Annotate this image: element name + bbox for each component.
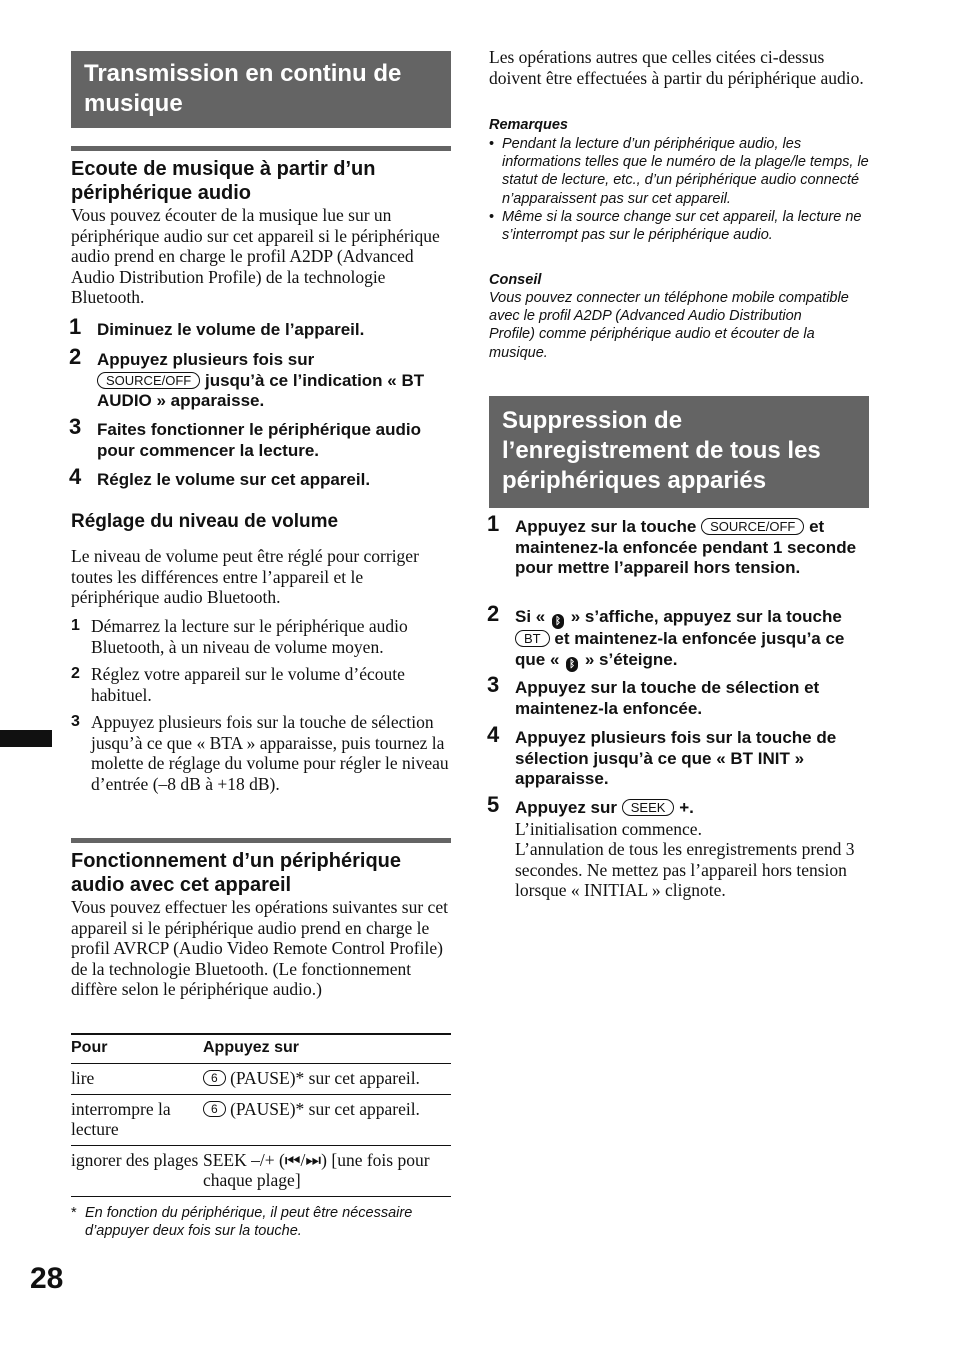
banner-line: Suppression de [502, 407, 683, 434]
heading-fonctionnement [71, 838, 451, 897]
remarques-list [489, 135, 869, 244]
step-4 [487, 722, 869, 790]
step-detail: L’initialisation commence. [515, 818, 702, 839]
seek-key: SEEK [622, 799, 675, 816]
step-detail: L’annulation de tous les enregistrements prend 3 secondes. Ne mettez pas l’appareil hors tension lorsque « INITIAL » clignote. [515, 839, 855, 900]
heading-line: Fonctionnement d’un périphérique [71, 850, 401, 872]
footnote-mark: * [71, 1205, 77, 1221]
step-number: 2 [487, 601, 500, 626]
step-text: Réglez le volume sur cet appareil. [97, 470, 371, 489]
side-tab-marker [0, 730, 52, 747]
step-text: Diminuez le volume de l’appareil. [97, 320, 365, 339]
step-text: Faites fonctionner le périphérique audio pour commencer la lecture. [97, 420, 421, 460]
footnote [71, 1204, 451, 1240]
step-text: Appuyez plusieurs fois sur [97, 350, 315, 369]
step-text: Appuyez plusieurs fois sur la touche de sélection jusqu’à ce que « BT INIT » apparaisse. [515, 728, 837, 788]
table-row [71, 1094, 451, 1145]
remarque-item: • Même si la source change sur cet appareil, la lecture ne s’interrompt pas sur le périphérique audio. [489, 208, 869, 244]
step-number: 2 [69, 344, 82, 369]
step-number: 4 [487, 722, 500, 747]
remarques-title: Remarques [489, 117, 568, 133]
conseil-title: Conseil [489, 272, 542, 288]
step-text: Appuyez sur la touche de sélection et maintenez-la enfoncée. [515, 678, 820, 718]
paragraph-fonctionnement: Vous pouvez effectuer les opérations suivantes sur cet appareil si le périphérique audio prend en charge le profil AVRCP (Audio Video Remote Control Profile) de la technologie Bluetooth. (Le fonctionnement diffère selon le périphérique audio.) [71, 897, 448, 999]
section-banner-streaming [71, 51, 451, 128]
step-text: Appuyez plusieurs fois sur la touche de sélection jusqu’à ce que « BTA » apparaisse, puis tournez la molette de réglage du volume pour régler le niveau d’entrée (–8 dB à +18 dB). [91, 712, 449, 794]
step-number: 3 [69, 414, 82, 439]
action-text: (PAUSE)* sur cet appareil. [230, 1068, 420, 1088]
step-3 [487, 672, 869, 719]
operations-table [71, 1033, 451, 1197]
footnote-text: En fonction du périphérique, il peut être nécessaire d’appuyer deux fois sur la touche. [85, 1205, 413, 1239]
banner-line: l’enregistrement de tous les [502, 437, 821, 464]
step-1 [69, 314, 451, 341]
source-off-key: SOURCE/OFF [97, 372, 200, 389]
page-number: 28 [30, 1262, 64, 1295]
step-2 [69, 344, 451, 412]
banner-line: musique [84, 90, 183, 117]
table-header-row [71, 1034, 451, 1064]
table-cell-pour: interrompre la lecture [71, 1094, 203, 1145]
table-header-appuyez: Appuyez sur [203, 1034, 451, 1064]
bt-key: BT [515, 630, 550, 647]
step-3 [69, 414, 451, 461]
step-1 [487, 511, 869, 579]
table-row [71, 1064, 451, 1095]
step-number: 1 [69, 314, 82, 339]
step-text: Si « [515, 607, 546, 626]
step-number: 3 [71, 713, 80, 730]
step-number: 1 [487, 511, 500, 536]
key-6: 6 [203, 1070, 226, 1086]
banner-line: Transmission en continu de [84, 60, 402, 87]
table-cell-pour: lire [71, 1064, 203, 1095]
heading-line: audio avec cet appareil [71, 874, 292, 896]
heading-line: Ecoute de musique à partir d’un [71, 158, 376, 180]
step-text: » s’affiche, appuyez sur la touche [570, 607, 842, 626]
volume-step-3 [71, 712, 451, 794]
bluetooth-icon: ᛒ [566, 657, 578, 672]
step-4 [69, 464, 451, 491]
heading-ecoute [71, 146, 451, 205]
step-text: » s’éteigne. [584, 649, 678, 669]
step-number: 4 [69, 464, 82, 489]
source-off-key: SOURCE/OFF [701, 518, 804, 535]
step-5 [487, 792, 869, 901]
step-number: 3 [487, 672, 500, 697]
table-row [71, 1145, 451, 1196]
table-cell-action [203, 1094, 451, 1145]
step-text: Appuyez sur la touche [515, 517, 697, 536]
volume-step-1 [71, 616, 451, 657]
action-text: (PAUSE)* sur cet appareil. [230, 1098, 420, 1119]
heading-line: périphérique audio [71, 182, 252, 204]
bluetooth-icon: ᛒ [552, 614, 564, 629]
remarque-item: • Pendant la lecture d’un périphérique audio, les informations telles que le numéro de la plage/le temps, le statut de lecture, etc., d’un périphérique audio connecté n’apparaissent pas sur cet appareil. [489, 135, 869, 208]
step-text: jusqu’à ce l’indication « BT AUDIO » apparaisse. [97, 370, 425, 410]
paragraph-intro: Les opérations autres que celles citées ci-dessus doivent être effectuées à partir du périphérique audio. [489, 47, 864, 88]
step-2 [487, 601, 869, 672]
step-text: et maintenez-la enfoncée jusqu’a ce que « [515, 629, 845, 669]
conseil-text: Vous pouvez connecter un téléphone mobile compatible avec le profil A2DP (Advanced Audio Distribution Profile) comme périphérique audio et écouter de la musique. [489, 290, 849, 361]
volume-step-2 [71, 664, 451, 705]
step-text: et maintenez-la enfoncée pendant 1 seconde pour mettre l’appareil hors tension. [515, 517, 857, 577]
step-text: Démarrez la lecture sur le périphérique audio Bluetooth, à un niveau de volume moyen. [91, 616, 408, 657]
step-number: 1 [71, 617, 80, 634]
table-header-pour: Pour [71, 1034, 203, 1064]
paragraph-volume: Le niveau de volume peut être réglé pour corriger toutes les différences entre l’appareil et le périphérique audio Bluetooth. [71, 546, 419, 607]
table-cell-pour: ignorer des plages [71, 1145, 203, 1196]
step-text: +. [679, 798, 694, 817]
table-cell-action [203, 1064, 451, 1095]
key-6: 6 [203, 1101, 226, 1117]
banner-line: périphériques appariés [502, 467, 767, 494]
table-cell-action: SEEK –/+ (⏮/⏭) [une fois pour chaque plage] [203, 1145, 451, 1196]
paragraph-ecoute: Vous pouvez écouter de la musique lue sur un périphérique audio sur cet appareil si le périphérique audio prend en charge le profil A2DP (Advanced Audio Distribution Profile) de la technologie Bluetooth. [71, 205, 440, 307]
step-text: Appuyez sur [515, 798, 618, 817]
subheading-volume: Réglage du niveau de volume [71, 511, 339, 532]
step-number: 2 [71, 665, 80, 682]
step-text: Réglez votre appareil sur le volume d’écoute habituel. [91, 664, 405, 705]
step-number: 5 [487, 792, 500, 817]
section-banner-suppression [489, 396, 869, 508]
